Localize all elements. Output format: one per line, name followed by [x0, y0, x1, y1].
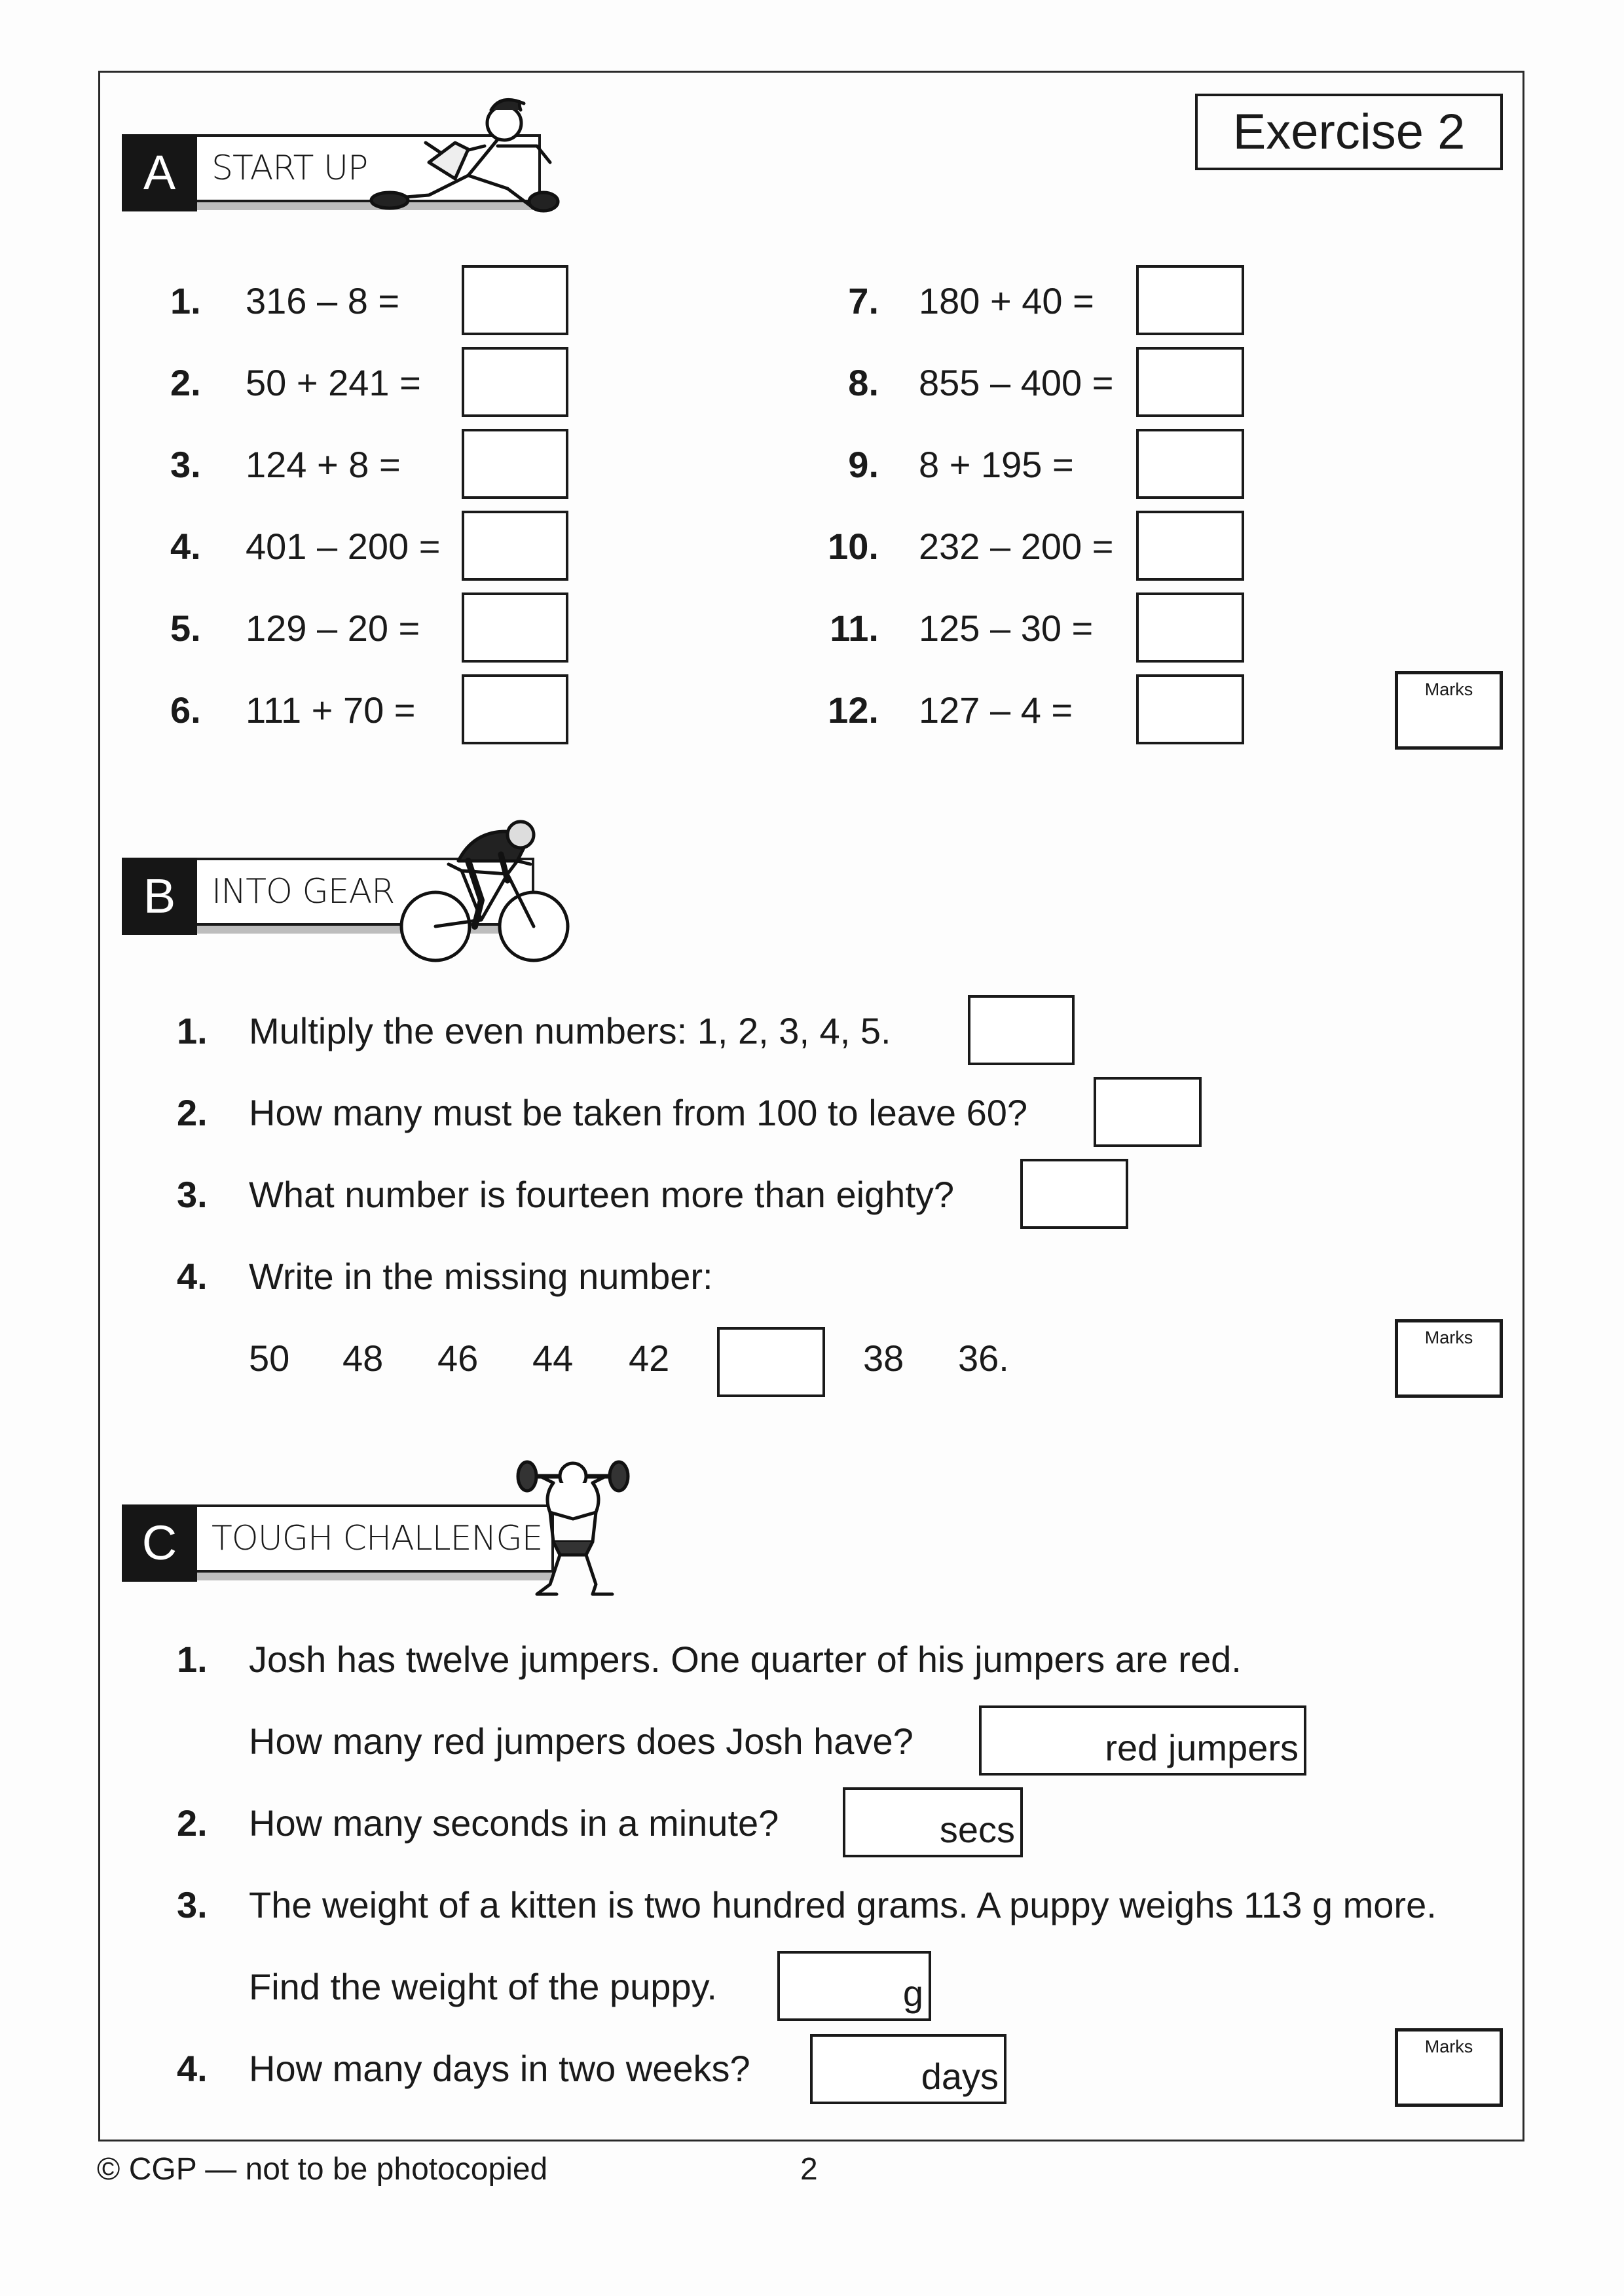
sequence-number: 42	[629, 1338, 670, 1379]
seconds-answer-box[interactable]	[843, 1787, 1023, 1857]
sequence-number: 46	[437, 1338, 479, 1379]
answer-box[interactable]	[462, 429, 568, 499]
answer-box[interactable]	[1136, 429, 1244, 499]
question-number: 4.	[177, 2048, 208, 2089]
running-man-icon	[357, 97, 580, 228]
sequence-number: 50	[249, 1338, 290, 1379]
sequence-number: 44	[532, 1338, 574, 1379]
section-title: START UP	[197, 134, 541, 202]
question-text: 127 – 4 =	[919, 689, 1073, 731]
question-text: Josh has twelve jumpers. One quarter of his jumpers are red.	[249, 1639, 1242, 1680]
question-number: 1.	[177, 1639, 208, 1680]
question-text: 855 – 400 =	[919, 362, 1114, 403]
marks-label: Marks	[1424, 2037, 1473, 2056]
question-number: 3.	[177, 1174, 208, 1215]
question-text: What number is fourteen more than eighty?	[249, 1174, 955, 1215]
question-text: 8 + 195 =	[919, 444, 1074, 485]
question-number: 9.	[848, 444, 879, 485]
answer-box[interactable]	[968, 995, 1075, 1065]
question-number: 6.	[170, 689, 201, 731]
question-text: How many seconds in a minute?	[249, 1802, 779, 1844]
marks-box[interactable]	[1395, 2028, 1503, 2107]
page-number: 2	[800, 2152, 818, 2187]
question-number: 12.	[828, 689, 879, 731]
question-text: How many red jumpers does Josh have?	[249, 1721, 913, 1762]
sequence-number: 48	[342, 1338, 384, 1379]
days-answer-box[interactable]	[810, 2034, 1006, 2104]
question-number: 2.	[177, 1092, 208, 1133]
question-text: Multiply the even numbers: 1, 2, 3, 4, 5.	[249, 1010, 891, 1051]
section-title: TOUGH CHALLENGE	[197, 1504, 554, 1573]
question-number: 7.	[848, 280, 879, 321]
missing-number-box[interactable]	[717, 1327, 825, 1397]
question-number: 5.	[170, 608, 201, 649]
section-title: INTO GEAR	[197, 858, 534, 926]
question-text: 111 + 70 =	[246, 689, 416, 731]
question-number: 4.	[177, 1256, 208, 1297]
sequence-number: 38	[863, 1338, 904, 1379]
answer-box[interactable]	[1136, 265, 1244, 335]
question-number: 4.	[170, 526, 201, 567]
question-text: How many must be taken from 100 to leave 60?	[249, 1092, 1028, 1133]
question-text: 401 – 200 =	[246, 526, 441, 567]
answer-box[interactable]	[1136, 511, 1244, 581]
question-text: 232 – 200 =	[919, 526, 1114, 567]
red-jumpers-answer-box[interactable]	[979, 1705, 1306, 1776]
question-text: 316 – 8 =	[246, 280, 400, 321]
marks-box[interactable]	[1395, 671, 1503, 750]
question-number: 1.	[170, 280, 201, 321]
exercise-title: Exercise 2	[1195, 94, 1503, 170]
section-letter: C	[122, 1504, 197, 1582]
answer-box[interactable]	[1020, 1159, 1128, 1229]
banner-shadow	[197, 1573, 554, 1580]
question-number: 11.	[830, 608, 879, 649]
question-number: 10.	[828, 526, 879, 567]
answer-box[interactable]	[462, 674, 568, 744]
answer-box[interactable]	[462, 347, 568, 417]
question-number: 3.	[177, 1884, 208, 1925]
marks-label: Marks	[1424, 1328, 1473, 1347]
marks-box[interactable]	[1395, 1319, 1503, 1398]
weightlifter-icon	[514, 1457, 632, 1607]
marks-label: Marks	[1424, 680, 1473, 699]
question-number: 8.	[848, 362, 879, 403]
weight-answer-box[interactable]	[777, 1951, 931, 2021]
question-text: 129 – 20 =	[246, 608, 420, 649]
answer-unit: secs	[939, 1809, 1015, 1850]
answer-box[interactable]	[462, 511, 568, 581]
answer-box[interactable]	[1136, 674, 1244, 744]
question-text: 125 – 30 =	[919, 608, 1094, 649]
question-number: 2.	[177, 1802, 208, 1844]
sequence-number: 36.	[958, 1338, 1009, 1379]
section-letter: A	[122, 134, 197, 211]
question-text: 180 + 40 =	[919, 280, 1094, 321]
question-number: 1.	[177, 1010, 208, 1051]
question-text: Write in the missing number:	[249, 1256, 713, 1297]
answer-unit: red jumpers	[1105, 1727, 1299, 1768]
answer-unit: g	[902, 1973, 923, 2014]
answer-box[interactable]	[462, 592, 568, 663]
question-text: 50 + 241 =	[246, 362, 421, 403]
question-text: How many days in two weeks?	[249, 2048, 750, 2089]
answer-unit: days	[921, 2056, 999, 2097]
answer-box[interactable]	[1136, 592, 1244, 663]
copyright-notice: © CGP — not to be photocopied	[97, 2152, 548, 2187]
question-text: Find the weight of the puppy.	[249, 1966, 717, 2007]
question-text: 124 + 8 =	[246, 444, 401, 485]
answer-box[interactable]	[1094, 1077, 1202, 1147]
question-number: 2.	[170, 362, 201, 403]
cyclist-icon	[396, 815, 573, 966]
section-letter: B	[122, 858, 197, 935]
answer-box[interactable]	[462, 265, 568, 335]
answer-box[interactable]	[1136, 347, 1244, 417]
question-text: The weight of a kitten is two hundred grams. A puppy weighs 113 g more.	[249, 1884, 1437, 1925]
question-number: 3.	[170, 444, 201, 485]
